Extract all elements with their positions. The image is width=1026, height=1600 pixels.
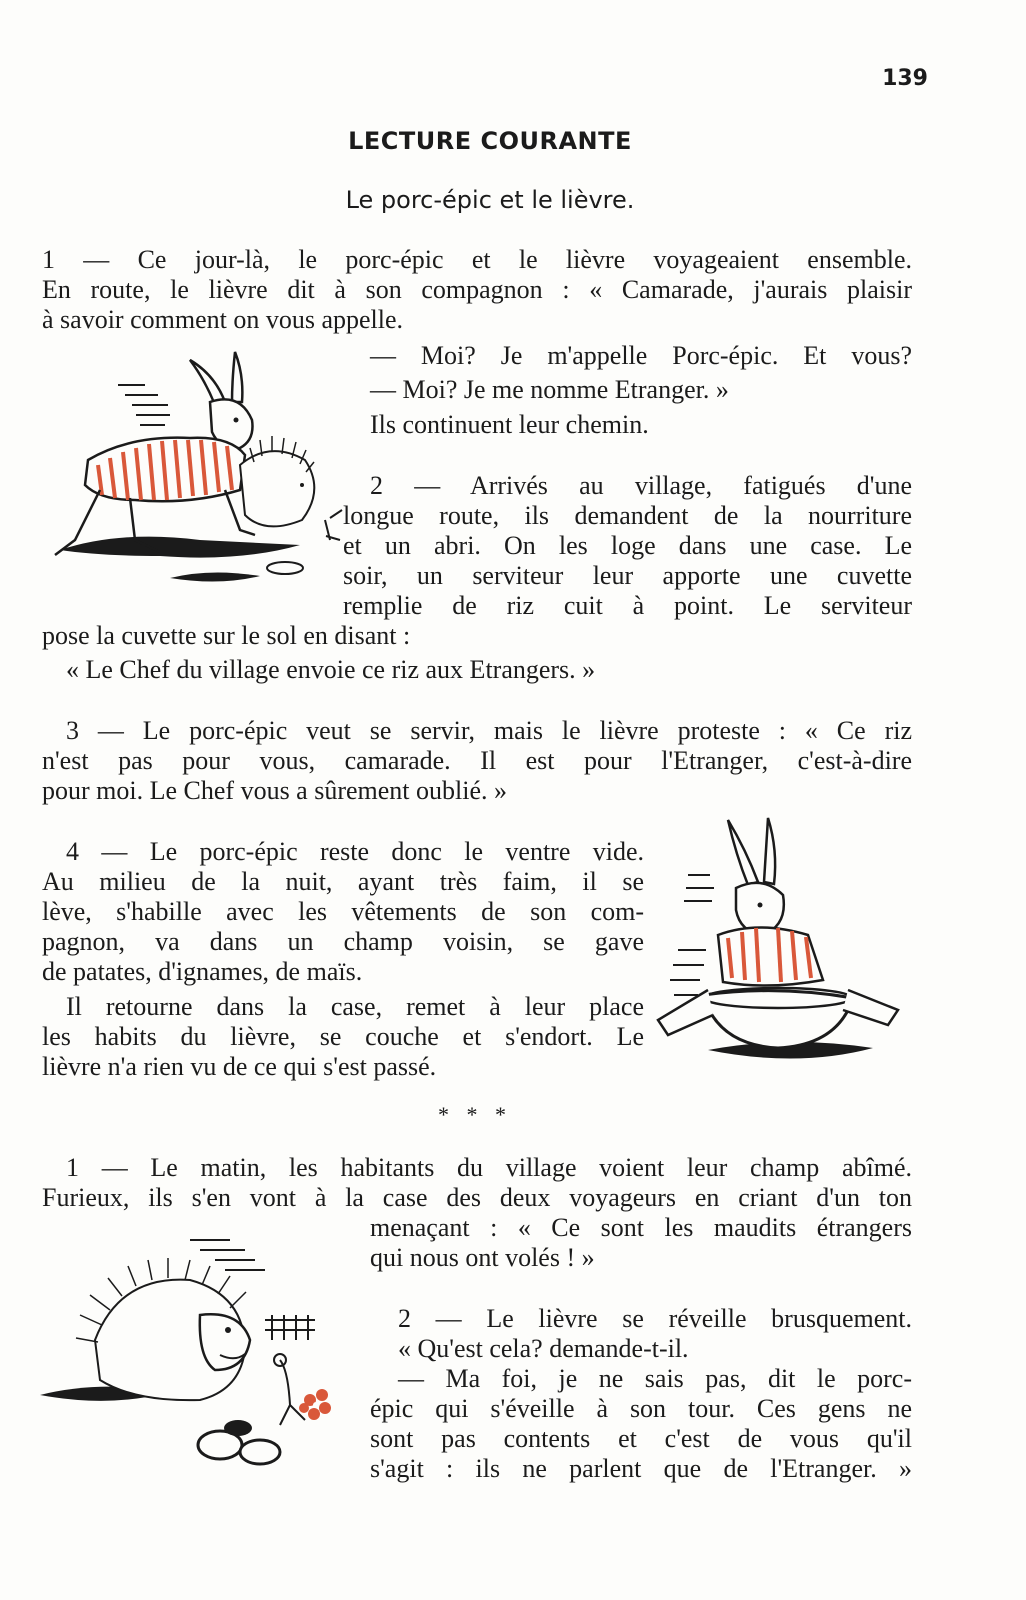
text-line: soir, un serviteur leur apporte une cuvette xyxy=(343,561,912,590)
text-line: et un abri. On les loge dans une case. Le xyxy=(343,531,912,560)
text-line: lièvre n'a rien vu de ce qui s'est passé. xyxy=(42,1052,437,1081)
page-number: 139 xyxy=(882,66,928,91)
text-line: — Moi? Je me nomme Etranger. » xyxy=(370,375,729,404)
text-line: n'est pas pour vous, camarade. Il est pour l'Etranger, c'est-à-dire xyxy=(42,746,912,775)
text-line: épic qui s'éveille à son tour. Ces gens ne xyxy=(370,1394,912,1423)
text-line: qui nous ont volés ! » xyxy=(370,1243,595,1272)
text-line: lève, s'habille avec les vêtements de son com- xyxy=(42,897,644,926)
text-line: s'agit : ils ne parlent que de l'Etranger. » xyxy=(370,1454,912,1483)
text-line: 1 — Ce jour-là, le porc-épic et le lièvre voyageaient ensemble. xyxy=(42,245,912,274)
text-line: Ils continuent leur chemin. xyxy=(370,410,649,439)
text-line: « Le Chef du village envoie ce riz aux Etrangers. » xyxy=(66,655,596,684)
text-line: les habits du lièvre, se couche et s'endort. Le xyxy=(42,1022,644,1051)
section-title: LECTURE COURANTE xyxy=(348,127,632,155)
text-line: à savoir comment on vous appelle. xyxy=(42,305,404,334)
text-line: pose la cuvette sur le sol en disant : xyxy=(42,621,411,650)
text-line: « Qu'est cela? demande-t-il. xyxy=(398,1334,689,1363)
section-separator: * * * xyxy=(438,1102,512,1127)
text-line: 1 — Le matin, les habitants du village voient leur champ abîmé. xyxy=(66,1153,912,1182)
text-line: 2 — Le lièvre se réveille brusquement. xyxy=(398,1304,912,1333)
text-line: 2 — Arrivés au village, fatigués d'une xyxy=(370,471,912,500)
text-line: — Ma foi, je ne sais pas, dit le porc- xyxy=(398,1364,912,1393)
hare-eating-rice-illustration xyxy=(648,810,913,1075)
text-line: 4 — Le porc-épic reste donc le ventre vide. xyxy=(66,837,644,866)
text-line: remplie de riz cuit à point. Le serviteur xyxy=(343,591,912,620)
text-line: Il retourne dans la case, remet à leur place xyxy=(66,992,644,1021)
text-line: pagnon, va dans un champ voisin, se gave xyxy=(42,927,644,956)
text-line: de patates, d'ignames, de maïs. xyxy=(42,957,363,986)
text-line: En route, le lièvre dit à son compagnon : « Camarade, j'aurais plaisir xyxy=(42,275,912,304)
text-line: menaçant : « Ce sont les maudits étrangers xyxy=(370,1213,912,1242)
hare-and-porcupine-walking-illustration xyxy=(40,340,340,590)
text-line: — Moi? Je m'appelle Porc-épic. Et vous? xyxy=(370,341,912,370)
porcupine-with-flowers-illustration xyxy=(40,1230,360,1480)
story-title: Le porc-épic et le lièvre. xyxy=(345,186,635,214)
text-line: sont pas contents et c'est de vous qu'il xyxy=(370,1424,912,1453)
text-line: Furieux, ils s'en vont à la case des deux voyageurs en criant d'un ton xyxy=(42,1183,912,1212)
text-line: 3 — Le porc-épic veut se servir, mais le lièvre proteste : « Ce riz xyxy=(66,716,912,745)
text-line: pour moi. Le Chef vous a sûrement oublié. » xyxy=(42,776,508,805)
text-line: longue route, ils demandent de la nourriture xyxy=(343,501,912,530)
text-line: Au milieu de la nuit, ayant très faim, il se xyxy=(42,867,644,896)
